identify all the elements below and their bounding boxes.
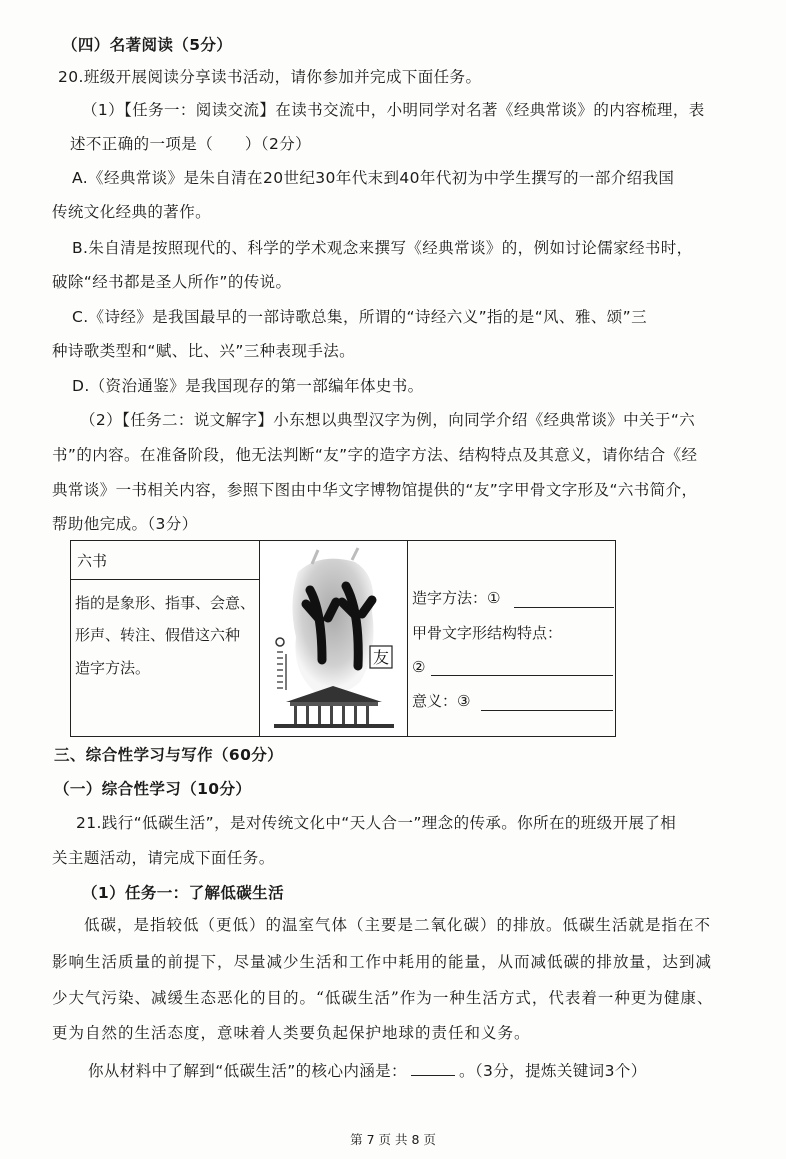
task2-line4: 帮助他完成。（3分） bbox=[52, 515, 198, 533]
liushu-table bbox=[70, 540, 616, 737]
question-20-stem: 20.班级开展阅读分享读书活动，请你参加并完成下面任务。 bbox=[58, 68, 482, 86]
oracle-bone-you-image bbox=[260, 542, 406, 736]
prompt-text: 你从材料中了解到“低碳生活”的核心内涵是： bbox=[88, 1062, 407, 1080]
material-paragraph: 少大气污染、减缓生态恶化的目的。“低碳生活”作为一种生活方式，代表着一种更为健康、 bbox=[52, 989, 714, 1007]
option-a-cont: 传统文化经典的著作。 bbox=[52, 203, 212, 221]
prompt-text-end: 。（3分，提炼关键词3个） bbox=[458, 1062, 647, 1080]
table-desc-line: 指的是象形、指事、会意、 bbox=[75, 594, 256, 612]
question-21-stem: 21.践行“低碳生活”，是对传统文化中“天人合一”理念的传承。你所在的班级开展了相 bbox=[76, 814, 677, 832]
answer-blank-4[interactable] bbox=[411, 1059, 455, 1076]
question-21-stem-cont: 关主题活动，请完成下面任务。 bbox=[52, 849, 275, 867]
option-a: A.《经典常谈》是朱自清在20世纪30年代末到40年代初为中学生撰写的一部介绍我国 bbox=[72, 169, 675, 187]
section-heading: （四）名著阅读（5分） bbox=[62, 36, 233, 54]
material-paragraph: 影响生活质量的前提下，尽量减少生活和工作中耗用的能量，从而减低碳的排放量，达到减 bbox=[52, 953, 713, 971]
option-d: D.（资治通鉴》是我国现存的第一部编年体史书。 bbox=[72, 377, 424, 395]
stamp-text: 友 bbox=[372, 648, 390, 667]
table-desc-line: 形声、转注、假借这六种 bbox=[75, 626, 241, 644]
option-c-cont: 种诗歌类型和“赋、比、兴”三种表现手法。 bbox=[52, 342, 356, 360]
task2-line3: 典常谈》一书相关内容，参照下图由中华文字博物馆提供的“友”字甲骨文字形及“六书简介， bbox=[52, 481, 698, 499]
table-header: 六书 bbox=[77, 552, 108, 570]
page-number: 第 7 页 共 8 页 bbox=[350, 1132, 436, 1147]
answer-blank-2[interactable] bbox=[431, 659, 613, 676]
option-c: C.《诗经》是我国最早的一部诗歌总集，所谓的“诗经六义”指的是“风、雅、颂”三 bbox=[72, 308, 647, 326]
section-heading: 三、综合性学习与写作（60分） bbox=[54, 746, 284, 764]
table-divider bbox=[407, 541, 408, 736]
table-divider bbox=[71, 579, 259, 580]
material-paragraph: 低碳，是指较低（更低）的温室气体（主要是二氧化碳）的排放。低碳生活就是指在不 bbox=[84, 916, 712, 934]
structure-label: 甲骨文字形结构特点： bbox=[412, 624, 563, 642]
option-b-cont: 破除“经书都是圣人所作”的传说。 bbox=[52, 273, 292, 291]
answer-blank-1[interactable] bbox=[514, 591, 614, 608]
question-21-prompt bbox=[88, 1059, 647, 1082]
task1-line2: 述不正确的一项是（ ）（2分） bbox=[70, 135, 312, 153]
structure-num: ② bbox=[412, 658, 426, 676]
task2-line1: （2）【任务二：说文解字】小东想以典型汉字为例，向同学介绍《经典常谈》中关于“六 bbox=[80, 411, 696, 429]
subsection-heading: （一）综合性学习（10分） bbox=[54, 780, 252, 798]
method-label: 造字方法：① bbox=[412, 589, 501, 607]
task-heading: （1）任务一：了解低碳生活 bbox=[82, 884, 284, 902]
material-paragraph: 更为自然的生活态度，意味着人类要负起保护地球的责任和义务。 bbox=[52, 1024, 531, 1042]
option-b: B.朱自清是按照现代的、科学的学术观念来撰写《经典常谈》的，例如讨论儒家经书时， bbox=[72, 239, 693, 257]
task1-line1: （1）【任务一：阅读交流】在读书交流中，小明同学对名著《经典常谈》的内容梳理，表 bbox=[82, 101, 705, 119]
meaning-label: 意义：③ bbox=[412, 692, 471, 710]
task2-line2: 书”的内容。在准备阶段，他无法判断“友”字的造字方法、结构特点及其意义，请你结合《经 bbox=[52, 446, 698, 464]
answer-blank-3[interactable] bbox=[481, 694, 613, 711]
table-desc-line: 造字方法。 bbox=[75, 659, 151, 677]
